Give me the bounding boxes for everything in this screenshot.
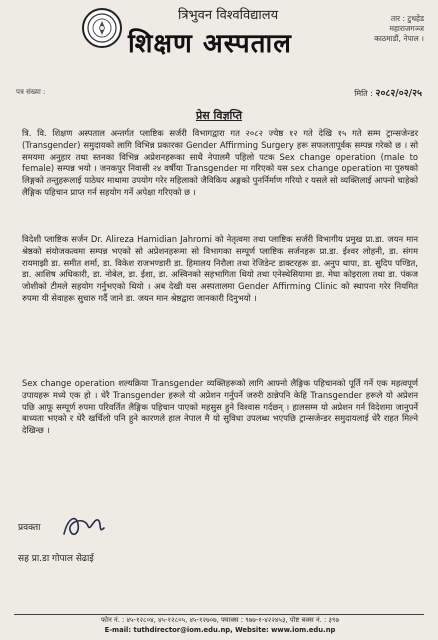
university-name: त्रिभुवन विश्वविद्यालय — [178, 8, 279, 23]
address-block — [374, 14, 424, 44]
document-title: प्रेस विज्ञप्ति — [195, 109, 243, 122]
body-paragraph: त्रि. वि. शिक्षण अस्पताल अन्तर्गत प्लाष्टिक सर्जरी विभागद्वारा गत २०८२ ज्येष्ठ १२ गते देखि १५ गते सम्म ट्रान्सजेन्डर (Transgender) समुदायको लागि विभिन्न प्रकारका Gender Affirming Surgery हरू सफलतापूर्वक सम्पन्न गरेको छ । सो समयमा अनुहार तथा स्तनका विभिन्न अप्रेशनहरूका साथै नेपालमै पहिलो पटक Sex change operation (male to female) सम्पन्न भयो । जनकपुर निवासी २४ वर्षीया Transgender मा गरिएको यस sex change operation मा पुरुषको लिङ्गको तन्तुहरूलाई पाठेघर माथामा उपयोग गरेर महिलाको जैविकिय अङ्गको पुनर्निर्माण गरियो र यसले सो व्यक्तिलाई आफ्नो चाहेको लैङ्गिक पहिचान प्राप्त गर्न सहयोग गर्ने अपेक्षा गरिएको छ । — [22, 128, 418, 197]
date-label: मिति : — [354, 89, 373, 98]
footer-contact — [18, 615, 422, 635]
address-line: काठमाडौं, नेपाल । — [374, 34, 424, 43]
hospital-name: शिक्षण अस्पताल — [128, 29, 292, 59]
spokesperson-name: सह प्रा.डा गोपाल सेढाई — [18, 554, 94, 564]
letterhead — [0, 0, 438, 80]
date-field — [354, 86, 422, 99]
body-paragraph: विदेशी प्लाष्टिक सर्जन Dr. Alireza Hamidian Jahromi को नेतृत्वमा तथा प्लाष्टिक सर्जरी विभागीय प्रमुख प्रा.डा. जयन मान श्रेष्ठको संयोजकत्वमा सम्पन्न भएको सो अप्रेशनहरूमा सो विभागका सम्पूर्ण प्लाष्टिक सर्जनहरू प्रा.डा. ईश्वर लोहनी, डा. संगम रायमाझी डा. समीत शर्मा, डा. विकेश राजभण्डारी डा. हिमालय निरौला तथा रेजिडेन्ट डाक्टरहरू डा. अनुप थापा, डा. सुदिप पण्डित, डा. आशिष अधिकारी, डा. नोबेल, डा. ईशा, डा. अस्विनको सहभागिता थियो तथा एनेस्थेसियामा डा. मेघा कोइराला तथा डा. पंकज जोशीको टीमले सहयोग गर्नुभएको थियो । अब देखी यस अस्पतालमा Gender Affirming Clinic को स्थापना गरेर नियमित रुपमा यी सेवाहरू सुचारु गर्दै जाने डा. जयन मान श्रेष्ठद्वारा जानकारी दिनुभयो । — [22, 234, 418, 303]
reference-number-label: पत्र संख्या : — [16, 88, 46, 96]
address-line: महाराजगञ्ज — [389, 24, 424, 33]
date-value: २०८२/०२/२५ — [375, 88, 422, 99]
university-emblem-icon — [82, 8, 122, 48]
address-line: तार : टुथहेड — [390, 14, 424, 23]
footer-phone-line: फोन नं. : ४५-१२८०४, ४५-१२८०५, ४५-१२७०७, फ्याक्स : ९७७-१-४२२४५३, पोष्ट बक्स नं. : ३९७ — [100, 616, 339, 624]
spokesperson-label: प्रवक्ता — [18, 523, 41, 533]
footer-email-website: E-mail: tuthdirector@iom.edu.np, Website: www.iom.edu.np — [104, 626, 336, 634]
handwritten-signature-icon — [58, 508, 108, 544]
body-paragraph: Sex change operation शल्यक्रिया Transgender व्यक्तिहरूको लागि आफ्नो लैङ्गिक पहिचानको पूर्ति गर्ने एक महत्वपूर्ण उपायहरू मध्ये एक हो । धेरै Transgender हरूले यो अप्रेशन गर्नुपर्ने जरुरी ठान्नेपनि केहि Transgender हरूले यो अप्रेशन पछि आफू सम्पूर्ण रुपमा परिवर्तित लैङ्गिक पहिचान पाएको महसुस हुने विश्वास गर्दछन् । हालसम्म यो अप्रेशन गर्न विदेशमा जानुपर्ने बाध्यता भएको र धेरै खर्चिलो पनि हुने कारणले हाल नेपाल मै यो सुविधा उपलब्ध भएपछि ट्रान्सजेन्डर समुदायलाई धेरै राहत मिल्ने देखिन्छ । — [22, 378, 418, 436]
